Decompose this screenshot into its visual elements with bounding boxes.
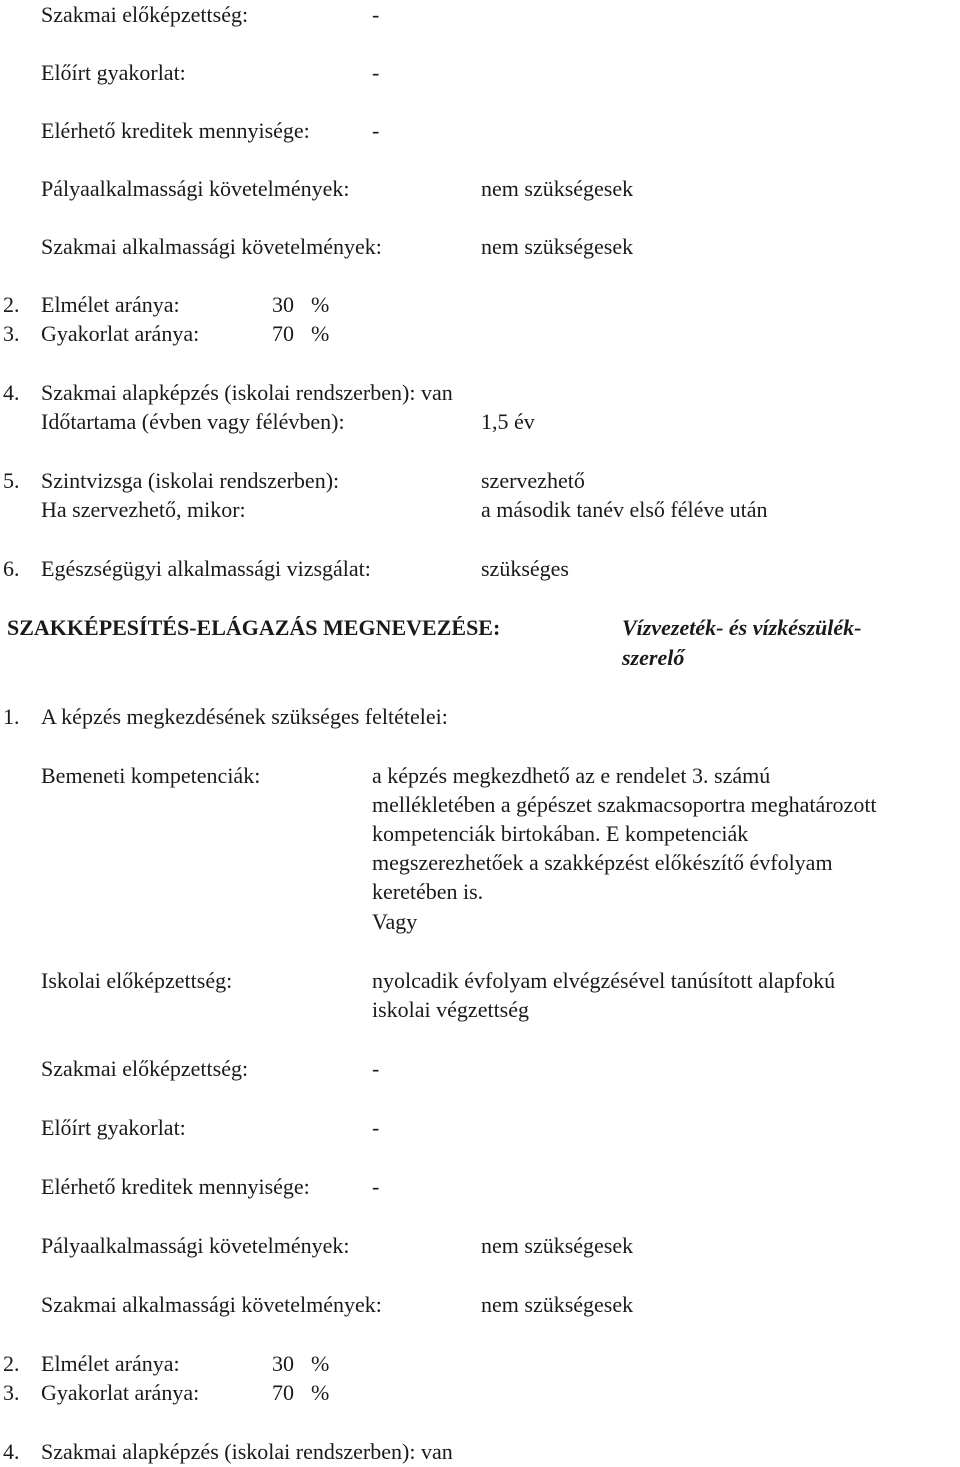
szakmai-alkalmassagi-label: Szakmai alkalmassági követelmények:: [41, 234, 382, 259]
iskolai-line-1: nyolcadik évfolyam elvégzésével tanúsított alapfokú: [372, 968, 836, 993]
iskolai-line-2: iskolai végzettség: [372, 997, 530, 1022]
mikor-label: Ha szervezhető, mikor:: [41, 497, 246, 522]
palyaalkalmassagi-label: Pályaalkalmassági követelmények:: [41, 176, 350, 201]
elmelet-unit: %: [311, 292, 330, 317]
bottom-gyakorlat-number: 3.: [3, 1380, 20, 1405]
egeszsegugyi-value: szükséges: [481, 556, 569, 581]
szakmai-eloképzettseg-label: Szakmai előképzettség:: [41, 2, 249, 27]
bottom-palyaalkalmassagi-label: Pályaalkalmassági követelmények:: [41, 1233, 350, 1258]
elmelet-number: 2.: [3, 292, 20, 317]
szintvizsga-label: Szintvizsga (iskolai rendszerben):: [41, 468, 340, 493]
szintvizsga-number: 5.: [3, 468, 20, 493]
kreditek-label: Elérhető kreditek mennyisége:: [41, 118, 310, 143]
elmelet-label: Elmélet aránya:: [41, 292, 180, 317]
alapkepzes-number: 4.: [3, 380, 20, 405]
bottom-elmelet-label: Elmélet aránya:: [41, 1351, 180, 1376]
bottom-gyakorlat-unit: %: [311, 1380, 330, 1405]
branch-heading: SZAKKÉPESÍTÉS-ELÁGAZÁS MEGNEVEZÉSE:: [7, 615, 501, 640]
gyakorlat-number: 3.: [3, 321, 20, 346]
bemeneti-line-3: kompetenciák birtokában. E kompetenciák: [372, 821, 749, 846]
eloirt-gyakorlat-value: -: [372, 60, 380, 85]
egeszsegugyi-number: 6.: [3, 556, 20, 581]
bottom-kreditek-value: -: [372, 1174, 380, 1199]
bottom-palyaalkalmassagi-value: nem szükségesek: [481, 1233, 634, 1258]
bemeneti-line-1: a képzés megkezdhető az e rendelet 3. számú: [372, 763, 771, 788]
bottom-szakmai-alkalmassagi-label: Szakmai alkalmassági követelmények:: [41, 1292, 382, 1317]
section1-number: 1.: [3, 704, 20, 729]
bottom-alapkepzes-number: 4.: [3, 1439, 20, 1464]
szintvizsga-value: szervezhető: [481, 468, 585, 493]
bemeneti-label: Bemeneti kompetenciák:: [41, 763, 261, 788]
eloirt-gyakorlat-label: Előírt gyakorlat:: [41, 60, 186, 85]
alapkepzes-label: Szakmai alapképzés (iskolai rendszerben): van: [41, 380, 453, 405]
branch-name-line1: Vízvezeték- és vízkészülék-: [622, 615, 862, 640]
bottom-szakmai-alkalmassagi-value: nem szükségesek: [481, 1292, 634, 1317]
mikor-value: a második tanév első féléve után: [481, 497, 768, 522]
idotartam-value: 1,5 év: [481, 409, 535, 434]
bottom-eloirt-gyakorlat-value: -: [372, 1115, 380, 1140]
idotartam-label: Időtartama (évben vagy félévben):: [41, 409, 345, 434]
bemeneti-line-4: megszerezhetőek a szakképzést előkészítő évfolyam: [372, 850, 833, 875]
bottom-alapkepzes-label: Szakmai alapképzés (iskolai rendszerben): van: [41, 1439, 453, 1464]
bottom-eloirt-gyakorlat-label: Előírt gyakorlat:: [41, 1115, 186, 1140]
bottom-gyakorlat-value: 70: [272, 1380, 294, 1405]
bemeneti-line-6: Vagy: [372, 909, 418, 934]
bottom-elmelet-value: 30: [272, 1351, 294, 1376]
kreditek-value: -: [372, 118, 380, 143]
gyakorlat-value: 70: [272, 321, 294, 346]
szakmai-alkalmassagi-value: nem szükségesek: [481, 234, 634, 259]
branch-name-line2: szerelő: [622, 645, 685, 670]
bottom-kreditek-label: Elérhető kreditek mennyisége:: [41, 1174, 310, 1199]
bemeneti-line-5: keretében is.: [372, 879, 484, 904]
szakmai-eloképzettseg-value: -: [372, 2, 380, 27]
gyakorlat-unit: %: [311, 321, 330, 346]
bottom-elmelet-number: 2.: [3, 1351, 20, 1376]
iskolai-label: Iskolai előképzettség:: [41, 968, 233, 993]
gyakorlat-label: Gyakorlat aránya:: [41, 321, 200, 346]
bottom-szakmai-eloképzettseg-value: -: [372, 1056, 380, 1081]
palyaalkalmassagi-value: nem szükségesek: [481, 176, 634, 201]
egeszsegugyi-label: Egészségügyi alkalmassági vizsgálat:: [41, 556, 371, 581]
bemeneti-line-2: mellékletében a gépészet szakmacsoportra meghatározott: [372, 792, 877, 817]
bottom-szakmai-eloképzettseg-label: Szakmai előképzettség:: [41, 1056, 249, 1081]
bottom-gyakorlat-label: Gyakorlat aránya:: [41, 1380, 200, 1405]
bottom-elmelet-unit: %: [311, 1351, 330, 1376]
section1-title: A képzés megkezdésének szükséges feltételei:: [41, 704, 448, 729]
elmelet-value: 30: [272, 292, 294, 317]
